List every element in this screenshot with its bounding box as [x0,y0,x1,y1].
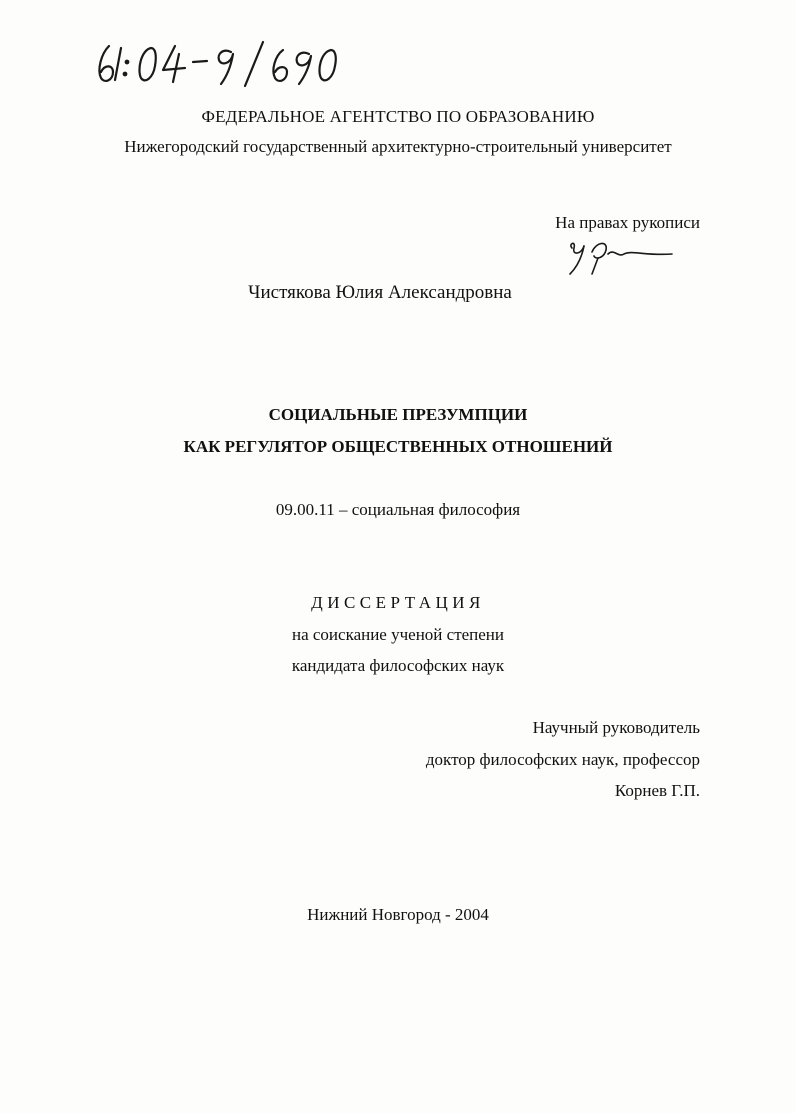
specialty-code: 09.00.11 – социальная философия [275,500,521,519]
dissertation-title-line-1: СОЦИАЛЬНЫЕ ПРЕЗУМПЦИИ [268,405,528,424]
advisor-label: Научный руководитель [532,718,700,737]
archive-number-drawing [95,40,415,88]
manuscript-rights-note: На правах рукописи [555,213,700,232]
author-name: Чистякова Юлия Александровна [248,282,512,303]
advisor-name: Корнев Г.П. [614,781,700,800]
city-and-year: Нижний Новгород - 2004 [307,905,489,924]
university-name: Нижегородский государственный архитектурно-строительный университет [124,137,672,156]
signature-drawing [562,234,682,278]
degree-line-2: кандидата философских наук [291,656,505,675]
advisor-title: доктор философских наук, профессор [425,750,700,769]
agency-name: ФЕДЕРАЛЬНОЕ АГЕНТСТВО ПО ОБРАЗОВАНИЮ [201,107,595,126]
author-signature [562,234,682,278]
dissertation-title-line-2: КАК РЕГУЛЯТОР ОБЩЕСТВЕННЫХ ОТНОШЕНИЙ [183,437,613,456]
archive-number-handwritten [95,40,415,88]
degree-line-1: на соискание ученой степени [291,625,505,644]
document-type: ДИССЕРТАЦИЯ [311,593,485,612]
